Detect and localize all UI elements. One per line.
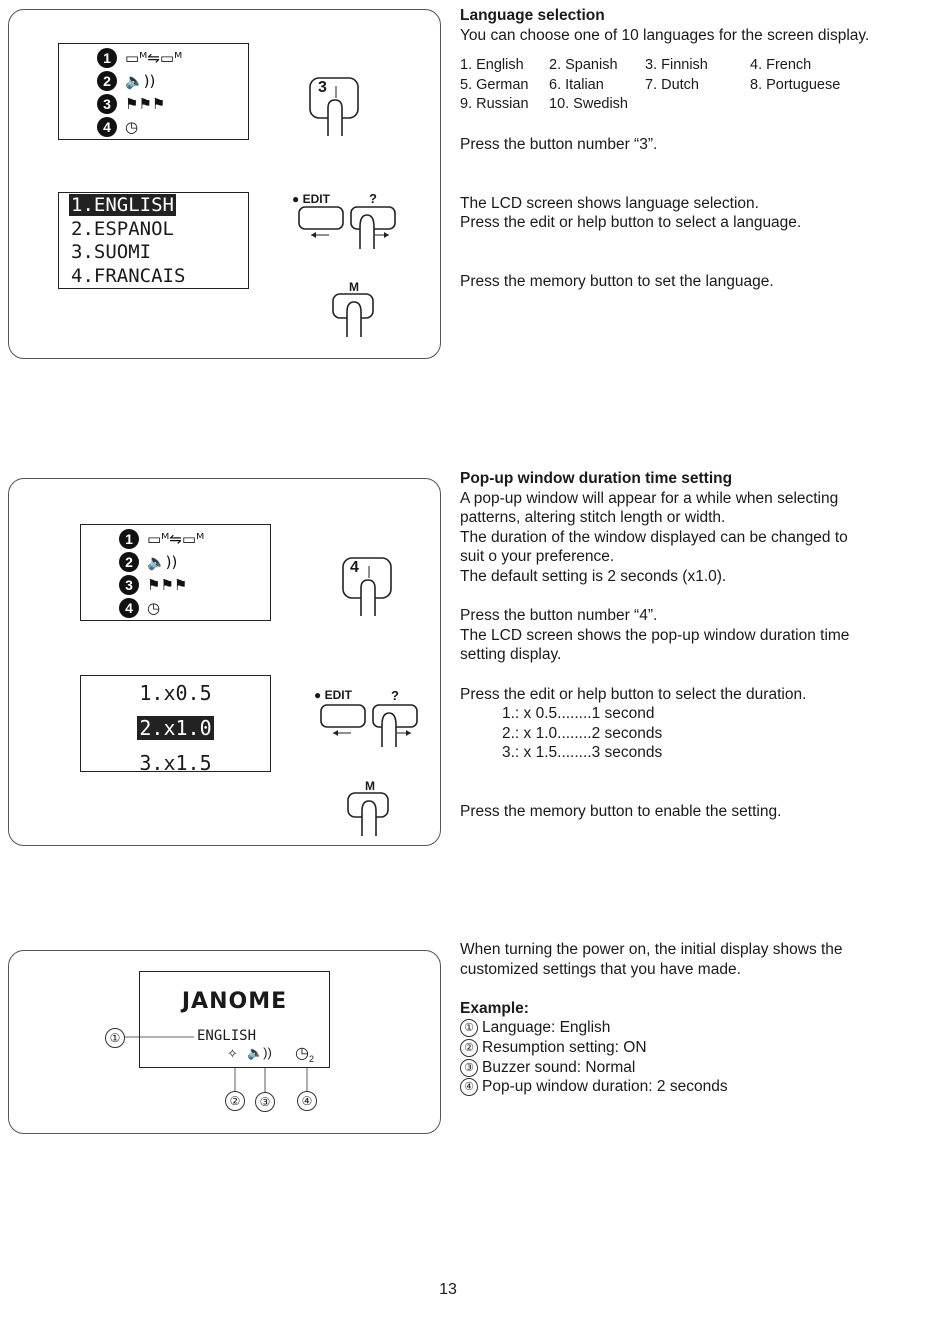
language-flags-icon: ⚑⚑⚑ (147, 576, 188, 594)
memory-button-press-icon (331, 292, 377, 338)
language-item: 4. French (750, 57, 812, 74)
duration-option-selected: 2.x1.0 (139, 716, 212, 740)
duration-option-text: 3.: x 1.5........3 seconds (502, 744, 663, 762)
memory-label: M (365, 779, 375, 793)
callout-4: ④ (297, 1091, 317, 1111)
callout-3: ③ (255, 1092, 275, 1112)
speaker-icon: 🔈)) (125, 72, 156, 90)
startup-illustration-panel (8, 950, 441, 1134)
language-instructions (460, 6, 930, 291)
resume-icon: ▭ᴹ⇋▭ᴹ (147, 530, 205, 548)
language-item: 3. Finnish (645, 57, 708, 74)
language-item: 8. Portuguese (750, 76, 841, 93)
example-item: ② Resumption setting: ON (460, 1038, 930, 1058)
duration-option-text: 2.: x 1.0........2 seconds (502, 724, 663, 742)
page-number: 13 (439, 1281, 457, 1298)
example-item: ④ Pop-up window duration: 2 seconds (460, 1077, 930, 1097)
step-text: Press the button number “4”. (460, 607, 658, 625)
language-item: 9. Russian (460, 96, 529, 113)
language-option: 2.ESPANOL (71, 217, 174, 240)
resume-icon: ✧ (227, 1046, 238, 1061)
help-label: ? (369, 191, 377, 206)
brand-logo: JANOME (181, 989, 288, 1014)
example-item: ③ Buzzer sound: Normal (460, 1058, 930, 1078)
language-flags-icon: ⚑⚑⚑ (125, 95, 166, 113)
language-item: 6. Italian (549, 76, 604, 93)
callout-1: ① (105, 1028, 125, 1048)
button-number-label: 3 (318, 79, 327, 96)
lcd-language-list (58, 192, 249, 289)
edit-label: ● EDIT (292, 192, 330, 206)
language-item: 2. Spanish (549, 57, 618, 74)
step-text: Press the edit or help button to select the duration. (460, 685, 807, 703)
duration-option: 1.x0.5 (139, 681, 212, 705)
menu-number-1: 1 (119, 529, 139, 549)
duration-option-text: 1.: x 0.5........1 second (502, 705, 655, 723)
duration-instructions (460, 469, 930, 822)
language-list (460, 56, 930, 115)
startup-instructions (460, 940, 930, 1097)
number-button-press-icon (306, 74, 362, 138)
step-text: Press the button number “3”. (460, 135, 658, 153)
menu-number-4: 4 (97, 117, 117, 137)
speaker-icon: 🔈)) (247, 1045, 272, 1060)
language-item: 7. Dutch (645, 76, 699, 93)
lcd-duration-list (80, 675, 271, 775)
example-title: Example: (460, 999, 529, 1017)
language-option: 4.FRANCAIS (71, 264, 186, 287)
menu-number-4: 4 (119, 598, 139, 618)
lcd-settings-menu (58, 43, 249, 140)
step-text: Press the memory button to enable the setting. (460, 802, 782, 820)
resume-icon: ▭ᴹ⇋▭ᴹ (125, 49, 183, 67)
edit-help-buttons-icon (297, 205, 399, 253)
clock-icon: ◷ (125, 118, 139, 136)
edit-help-buttons-icon (319, 703, 421, 751)
paragraph-line: patterns, altering stitch length or width. (460, 509, 726, 527)
step-text: setting display. (460, 646, 562, 664)
paragraph-line: The default setting is 2 seconds (x1.0). (460, 567, 727, 585)
button-number-label: 4 (350, 559, 359, 576)
step-text: Press the memory button to set the language. (460, 272, 774, 290)
clock-icon: $◷_2$ (295, 1045, 314, 1065)
language-item: 5. German (460, 76, 529, 93)
number-button-press-icon (339, 554, 395, 618)
menu-number-1: 1 (97, 48, 117, 68)
speaker-icon: 🔈)) (147, 553, 178, 571)
memory-label: M (349, 280, 359, 294)
step-text: The LCD screen shows the pop-up window duration time (460, 626, 850, 644)
intro-text: When turning the power on, the initial display shows the (460, 941, 843, 958)
clock-icon: ◷ (147, 599, 161, 617)
duration-illustration-panel (8, 478, 441, 846)
memory-button-press-icon (346, 791, 392, 837)
paragraph-line: The duration of the window displayed can be changed to (460, 528, 848, 546)
intro-text: customized settings that you have made. (460, 960, 741, 978)
intro-text: You can choose one of 10 languages for the screen display. (460, 26, 870, 44)
language-option-selected: 1.ENGLISH (71, 194, 174, 216)
menu-number-2: 2 (97, 71, 117, 91)
lcd-settings-menu (80, 524, 271, 621)
language-option: 3.SUOMI (71, 241, 152, 263)
help-label: ? (391, 688, 399, 703)
step-text: Press the edit or help button to select a language. (460, 214, 802, 232)
callout-2: ② (225, 1091, 245, 1111)
section-title: Language selection (460, 7, 605, 24)
example-item: ① Language: English (460, 1018, 930, 1038)
language-illustration-panel (8, 9, 441, 359)
edit-label: ● EDIT (314, 688, 352, 702)
menu-number-2: 2 (119, 552, 139, 572)
duration-option: 3.x1.5 (139, 751, 212, 775)
lcd-language-text: ENGLISH (197, 1028, 257, 1044)
paragraph-line: A pop-up window will appear for a while when selecting (460, 489, 839, 507)
callout-lines (9, 951, 442, 1135)
paragraph-line: suit o your preference. (460, 548, 615, 566)
menu-number-3: 3 (119, 575, 139, 595)
menu-number-3: 3 (97, 94, 117, 114)
language-item: 10. Swedish (549, 96, 628, 113)
step-text: The LCD screen shows language selection. (460, 194, 759, 212)
section-title: Pop-up window duration time setting (460, 470, 733, 487)
language-item: 1. English (460, 57, 524, 74)
